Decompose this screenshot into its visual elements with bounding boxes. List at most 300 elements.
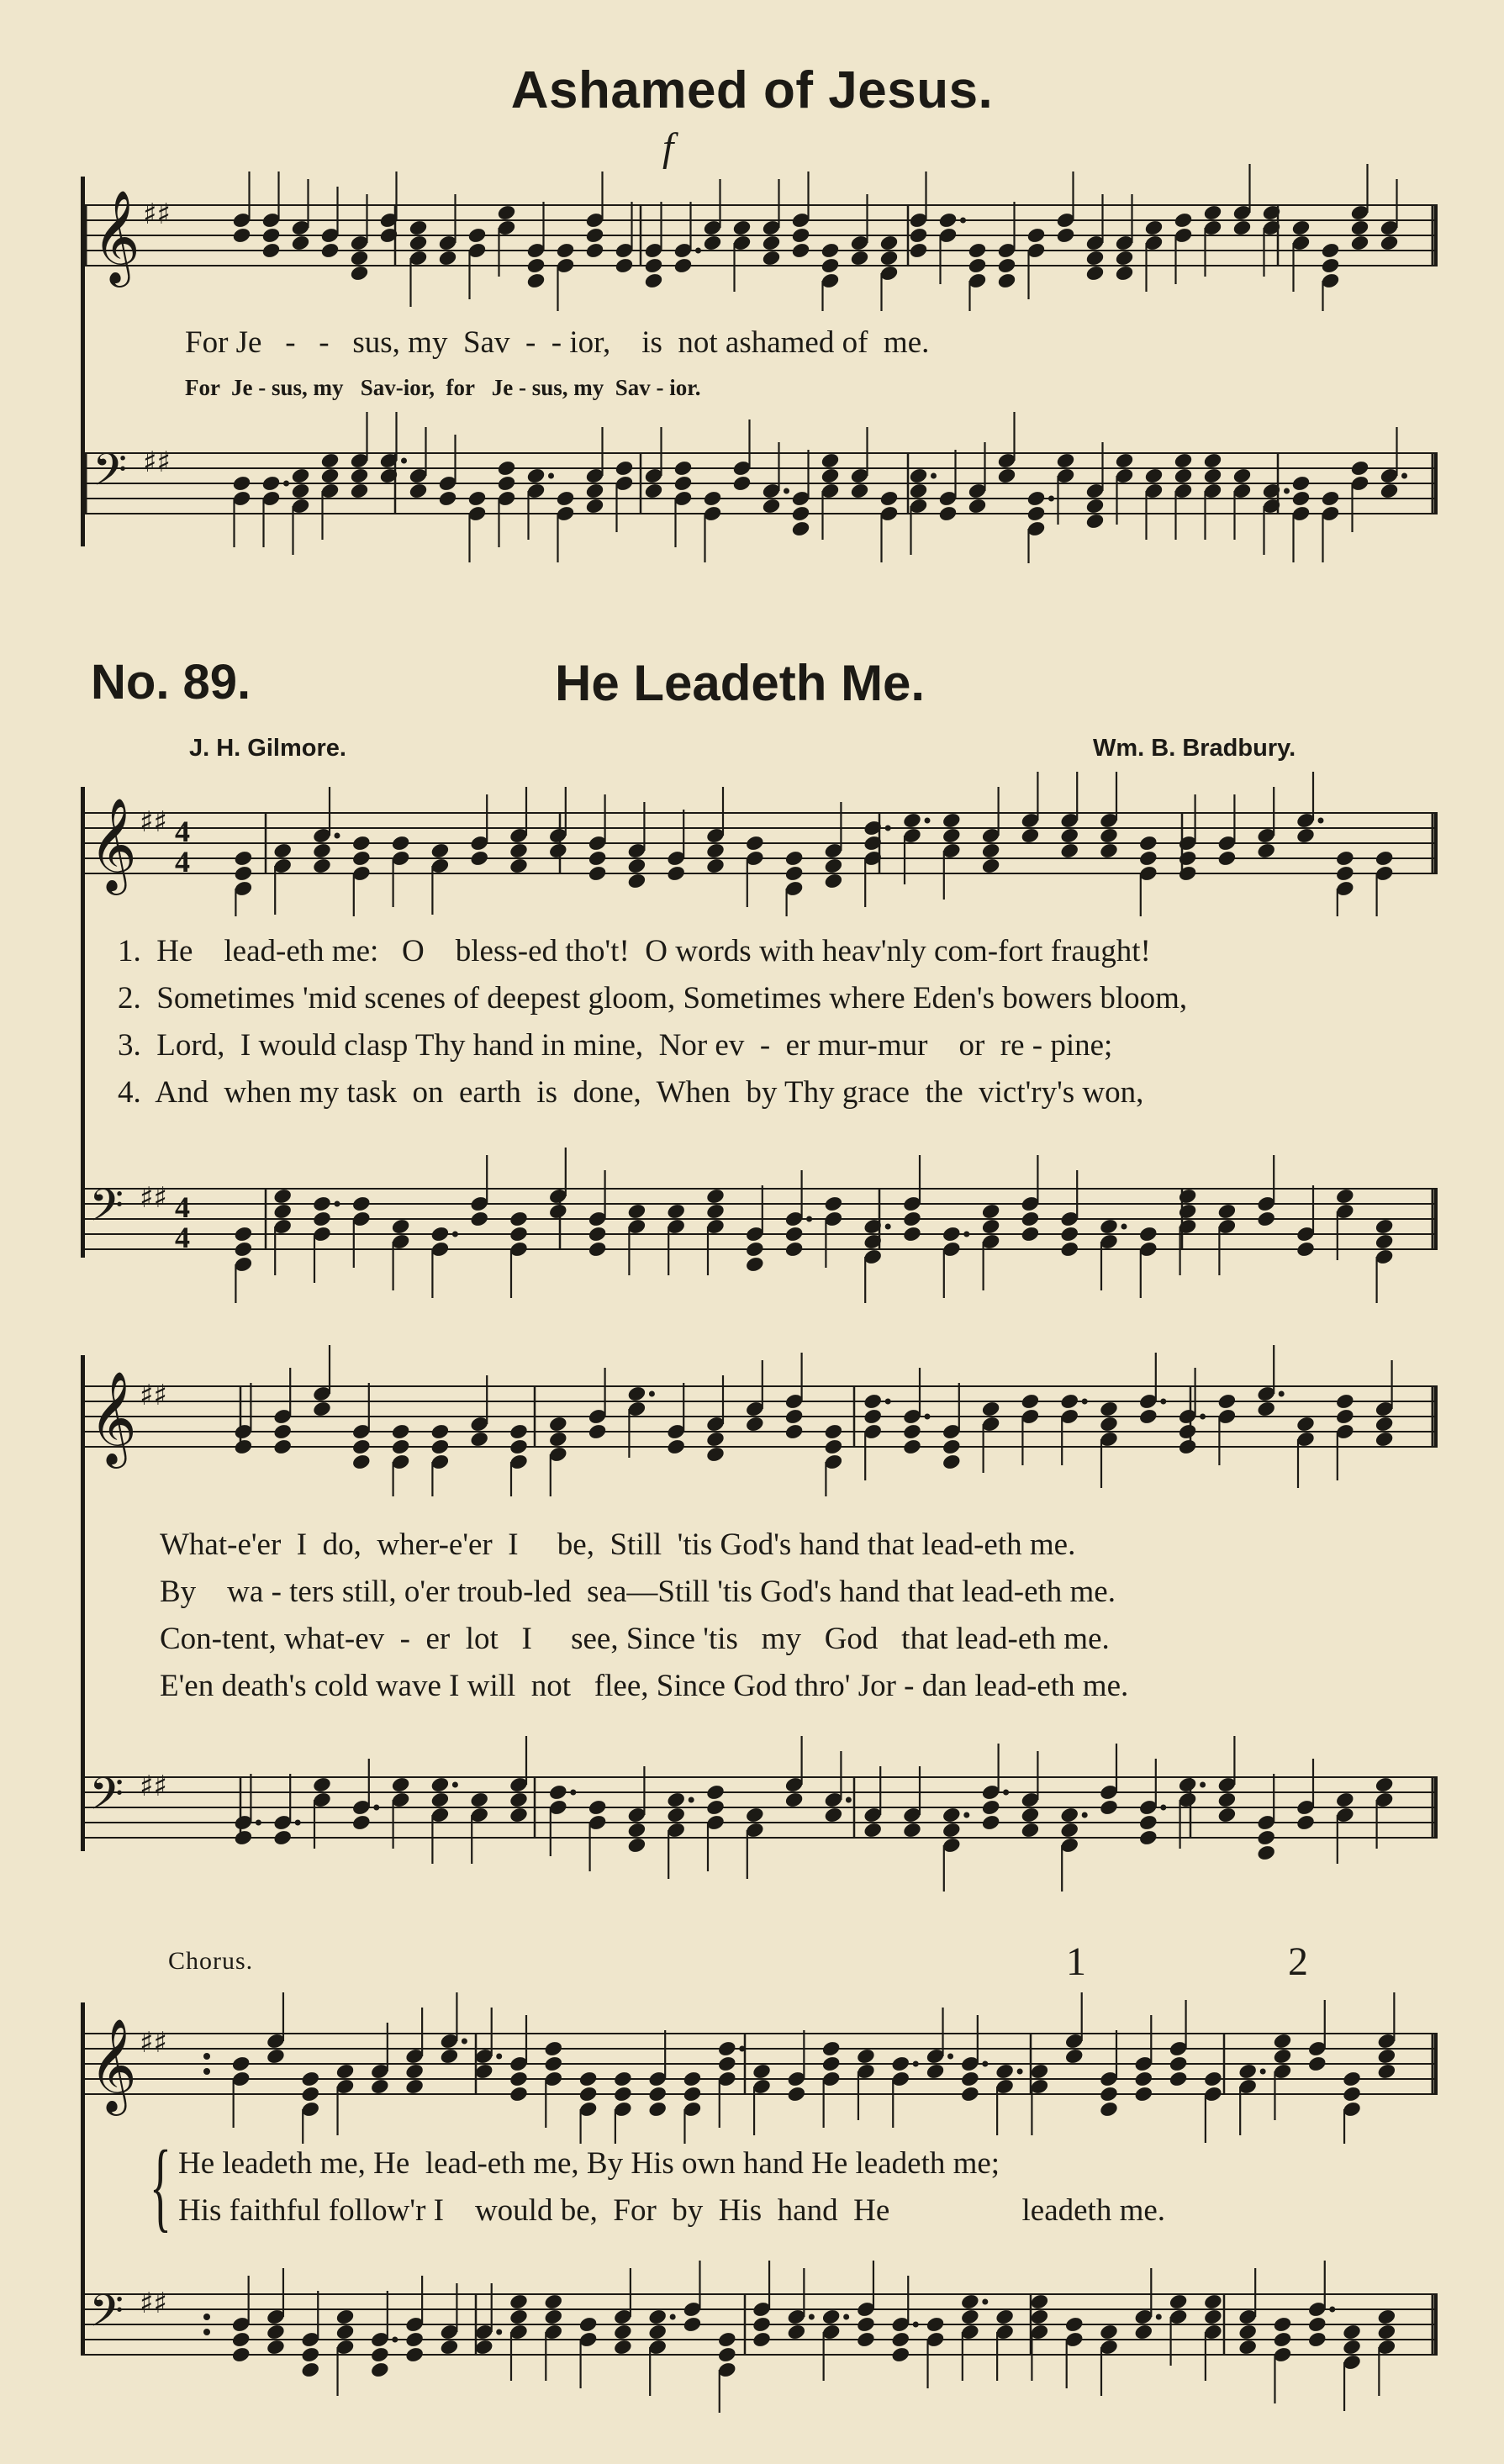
note-head [981, 857, 1001, 874]
repeat-dot [203, 2068, 210, 2075]
note-head [509, 1210, 529, 1227]
note-head [1375, 1775, 1395, 1793]
note-head [543, 2039, 563, 2057]
note-head [752, 2330, 772, 2348]
key-signature-icon: ♯♯ [140, 805, 167, 839]
note-head [960, 2308, 980, 2325]
note-head [902, 1422, 922, 1440]
note-head [942, 1806, 962, 1823]
note-head [717, 2055, 737, 2072]
note-head [233, 1240, 253, 1258]
dot [960, 218, 966, 224]
note-head [1203, 2293, 1223, 2310]
note-head [351, 1813, 372, 1831]
composer-credit: Wm. B. Bradbury. [1093, 735, 1296, 762]
note-head [1055, 451, 1075, 469]
note-head [1059, 1240, 1079, 1258]
note-head [351, 1195, 372, 1212]
note-head [300, 2361, 320, 2378]
note-head [717, 2039, 737, 2057]
note-head [902, 1438, 922, 1455]
note-head [437, 249, 457, 266]
verse-2-line-b: By wa - ters still, o'er troub-led sea—Still 'tis God's hand that lead-eth me. [160, 1575, 1116, 1609]
note-head [548, 1202, 568, 1220]
note-head [647, 2308, 668, 2325]
note-head [745, 1415, 765, 1432]
note-head [1375, 1430, 1395, 1448]
note-head [391, 1438, 411, 1455]
note-head [430, 1225, 450, 1243]
note-head [1232, 219, 1252, 236]
note-head [614, 459, 634, 477]
treble-clef-icon: 𝄞 [89, 797, 137, 891]
dot [548, 473, 554, 479]
note-head [823, 857, 843, 874]
note-head [1376, 2308, 1396, 2325]
note-head [1376, 2323, 1396, 2340]
system-bar-1 [81, 787, 85, 1258]
note-head [525, 256, 546, 274]
note-head [614, 256, 634, 274]
note-head [1020, 826, 1040, 844]
note-head [233, 864, 253, 882]
note-head [705, 1187, 726, 1205]
note-head [1320, 241, 1340, 259]
note-head [467, 489, 487, 507]
note-head [1084, 264, 1105, 282]
dot [963, 1232, 969, 1237]
note-head [626, 1836, 646, 1854]
note-head [1020, 1225, 1040, 1243]
note-head [1379, 482, 1399, 499]
note-head [1138, 849, 1158, 867]
note-head [231, 2345, 251, 2363]
note-head [555, 489, 575, 507]
note-head [584, 497, 604, 514]
note-head [1169, 2070, 1189, 2087]
bass-clef-icon: 𝄢 [92, 445, 128, 507]
note-head [784, 1225, 805, 1243]
note-head [856, 2315, 876, 2333]
note-head [613, 2085, 633, 2103]
dot [913, 2322, 919, 2328]
note-head [786, 2323, 806, 2340]
note-head [469, 849, 489, 867]
verses-part-2 [160, 1522, 1128, 1710]
note-head [335, 2323, 355, 2340]
dot [982, 2061, 988, 2067]
verse-3-line-a: 3. Lord, I would clasp Thy hand in mine, Nor ev - er mur-mur or re - pine; [118, 1028, 1113, 1063]
note-head [272, 842, 293, 859]
note-head [1178, 849, 1198, 867]
note-head [981, 842, 1001, 859]
note-head [784, 1240, 805, 1258]
note-head [272, 1187, 293, 1205]
note-head [823, 1195, 843, 1212]
repeat-dot [203, 2314, 210, 2320]
note-head [1138, 1813, 1158, 1831]
note-head [319, 451, 340, 469]
note-head [902, 1225, 922, 1243]
note-head [1133, 2323, 1153, 2340]
note-head [856, 2047, 876, 2065]
note-head [1232, 467, 1252, 484]
note-head [856, 2330, 876, 2348]
dot [963, 1812, 969, 1818]
note-head [1138, 834, 1158, 852]
note-head [1379, 234, 1399, 251]
chorus-line-2: His faithful follow'r I would be, For by His hand He leadeth me. [178, 2193, 1166, 2228]
note-head [469, 1430, 489, 1448]
previous-hymn-bass-staff [84, 404, 1438, 563]
note-head [509, 1791, 529, 1808]
note-head [578, 2085, 599, 2103]
note-head [1216, 1202, 1237, 1220]
note-head [613, 2323, 633, 2340]
note-head [705, 1430, 726, 1448]
note-head [1349, 459, 1369, 477]
note-head [349, 482, 369, 499]
key-signature-icon: ♯♯ [143, 446, 171, 479]
dot [846, 1797, 852, 1803]
system-bar-3 [81, 2002, 85, 2356]
dot [843, 2314, 849, 2320]
note-head [300, 2085, 320, 2103]
dot [947, 2054, 953, 2060]
note-head [1114, 264, 1134, 282]
note-head [1335, 1407, 1355, 1425]
note-head [548, 1783, 568, 1801]
note-head [1375, 1415, 1395, 1432]
note-head [266, 2323, 286, 2340]
note-head [1307, 2315, 1327, 2333]
note-head [1256, 1828, 1276, 1846]
note-head [312, 1210, 332, 1227]
note-head [647, 2100, 668, 2118]
note-head [717, 2345, 737, 2363]
note-head [404, 2345, 425, 2363]
note-head [981, 1798, 1001, 1816]
chorus-lyrics [178, 2140, 1165, 2234]
note-head [430, 1422, 450, 1440]
note-head [509, 2308, 529, 2325]
note-head [231, 2330, 251, 2348]
note-head [1376, 2047, 1396, 2065]
note-head [1026, 226, 1046, 244]
note-head [408, 234, 428, 251]
note-head [555, 241, 575, 259]
chorus-line-1: He leadeth me, He lead-eth me, By His own hand He leadeth me; [178, 2146, 1000, 2181]
note-head [890, 2345, 910, 2363]
note-head [1375, 1232, 1395, 1250]
note-head [1296, 1415, 1316, 1432]
dot [670, 2314, 676, 2320]
note-head [960, 2085, 980, 2103]
system-1-treble-staff [81, 769, 1438, 916]
note-head [467, 226, 487, 244]
note-head [1026, 489, 1046, 507]
note-head [823, 1422, 843, 1440]
note-head [673, 474, 693, 492]
note-head [1202, 467, 1222, 484]
note-head [584, 241, 604, 259]
verse-4-line-b: E'en death's cold wave I will not flee, Since God thro' Jor - dan lead-eth me. [160, 1669, 1129, 1703]
note-head [902, 1210, 922, 1227]
note-head [823, 1806, 843, 1823]
note-head [312, 842, 332, 859]
key-signature-icon: ♯♯ [140, 2026, 167, 2060]
verses-part-1 [118, 928, 1187, 1116]
dot [452, 1232, 458, 1237]
note-head [1178, 1202, 1198, 1220]
note-head [509, 1806, 529, 1823]
dot [1329, 2307, 1335, 2313]
note-head [1084, 249, 1105, 266]
note-head [666, 1202, 686, 1220]
note-head [1133, 2085, 1153, 2103]
note-head [1138, 1828, 1158, 1846]
note-head [319, 467, 340, 484]
note-head [761, 249, 781, 266]
note-head [666, 1438, 686, 1455]
note-head [404, 2062, 425, 2080]
note-head [1376, 2062, 1396, 2080]
note-head [1203, 2308, 1223, 2325]
note-head [745, 1240, 765, 1258]
note-head [312, 1775, 332, 1793]
note-head [1059, 842, 1079, 859]
note-head [1335, 849, 1355, 867]
note-head [942, 826, 962, 844]
note-head [1055, 226, 1075, 244]
note-head [370, 2077, 390, 2095]
note-head [820, 241, 840, 259]
dot [885, 1224, 891, 1230]
key-signature-icon: ♯♯ [140, 1379, 167, 1412]
verse-1-line-a: 1. He lead-eth me: O bless-ed tho't! O words with heav'nly com-fort fraught! [118, 934, 1151, 968]
dot [649, 1391, 655, 1397]
note-head [1099, 2085, 1119, 2103]
note-head [666, 1806, 686, 1823]
verse-2-line-a: 2. Sometimes 'mid scenes of deepest gloom, Sometimes where Eden's bowers bloom, [118, 981, 1188, 1016]
note-head [1320, 256, 1340, 274]
note-head [1256, 1844, 1276, 1861]
verse-3-line-b: Con-tent, what-ev - er lot I see, Since 'tis my God that lead-eth me. [160, 1622, 1110, 1656]
note-head [925, 2062, 945, 2080]
note-head [960, 2293, 980, 2310]
note-head [439, 2047, 459, 2065]
chorus-bass-staff [81, 2236, 1438, 2413]
note-head [784, 864, 805, 882]
note-head [588, 864, 608, 882]
note-head [588, 1422, 608, 1440]
dot [913, 2061, 919, 2067]
note-head [1216, 1791, 1237, 1808]
note-head [613, 2070, 633, 2087]
dot [1200, 1414, 1206, 1420]
dot [496, 2329, 502, 2335]
note-head [849, 249, 869, 266]
note-head [509, 1438, 529, 1455]
note-head [942, 1438, 962, 1455]
note-head [509, 2070, 529, 2087]
note-head [666, 1791, 686, 1808]
repeat-dot [203, 2329, 210, 2335]
dot [885, 826, 891, 831]
note-head [908, 241, 928, 259]
note-head [673, 459, 693, 477]
note-head [937, 211, 958, 229]
note-head [1084, 497, 1105, 514]
treble-clef-icon: 𝄞 [89, 2018, 137, 2112]
note-head [351, 834, 372, 852]
note-head [647, 2323, 668, 2340]
note-head [261, 241, 281, 259]
verse-1-line-b: What-e'er I do, wher-e'er I be, Still 'tis God's hand that lead-eth me. [160, 1527, 1076, 1562]
note-head [1296, 1240, 1316, 1258]
key-signature-icon: ♯♯ [140, 1181, 167, 1215]
dot [809, 2314, 815, 2320]
note-head [705, 842, 726, 859]
note-head [879, 489, 899, 507]
note-head [1059, 826, 1079, 844]
note-head [673, 256, 693, 274]
note-head [1290, 489, 1311, 507]
note-head [588, 1225, 608, 1243]
note-head [1178, 1438, 1198, 1455]
note-head [821, 2055, 842, 2072]
note-head [643, 272, 663, 289]
note-head [902, 1821, 922, 1839]
treble-clef-icon: 𝄞 [92, 189, 140, 283]
note-head [543, 2293, 563, 2310]
note-head [1099, 1400, 1119, 1417]
note-head [525, 272, 546, 289]
note-head [1059, 1225, 1079, 1243]
note-head [745, 834, 765, 852]
first-ending-number: 1 [1066, 1939, 1086, 1984]
note-head [821, 2039, 842, 2057]
note-head [584, 482, 604, 499]
note-head [981, 1813, 1001, 1831]
previous-hymn-lyric-line-2: For Je - sus, my Sav-ior, for Je - sus, my Sav - ior. [185, 375, 701, 400]
note-head [290, 234, 310, 251]
note-head [272, 1202, 293, 1220]
note-head [335, 2062, 355, 2080]
dot [1160, 1805, 1166, 1811]
note-head [823, 1438, 843, 1455]
note-head [1099, 2100, 1119, 2118]
note-head [752, 2315, 772, 2333]
note-head [408, 219, 428, 236]
note-head [543, 2055, 563, 2072]
note-head [666, 864, 686, 882]
note-head [1114, 451, 1134, 469]
note-head [786, 2085, 806, 2103]
note-head [1099, 2323, 1119, 2340]
dot [806, 1216, 812, 1222]
note-head [469, 1791, 489, 1808]
note-head [496, 474, 516, 492]
note-head [391, 834, 411, 852]
dot [335, 1201, 340, 1207]
note-head [1307, 2330, 1327, 2348]
note-head [626, 872, 646, 889]
note-head [351, 1438, 372, 1455]
note-head [705, 1202, 726, 1220]
note-head [1173, 451, 1193, 469]
bass-clef-icon: 𝄢 [89, 1180, 124, 1243]
note-head [588, 849, 608, 867]
note-head [404, 2077, 425, 2095]
note-head [1290, 219, 1311, 236]
note-head [509, 1225, 529, 1243]
note-head [1099, 1415, 1119, 1432]
note-head [1272, 2315, 1292, 2333]
note-head [745, 1806, 765, 1823]
note-head [290, 467, 310, 484]
treble-clef-icon: 𝄞 [89, 1370, 137, 1464]
note-head [1064, 2315, 1084, 2333]
note-head [509, 842, 529, 859]
note-head [960, 2070, 980, 2087]
note-head [682, 2085, 702, 2103]
note-head [996, 467, 1016, 484]
time-signature-bottom: 4 [175, 845, 190, 878]
note-head [1178, 864, 1198, 882]
note-head [981, 1400, 1001, 1417]
note-head [702, 234, 722, 251]
note-head [1029, 2293, 1049, 2310]
note-head [1084, 512, 1105, 530]
note-head [731, 474, 752, 492]
chorus-label: Chorus. [168, 1947, 254, 1975]
note-head [1203, 2070, 1223, 2087]
note-head [335, 2308, 355, 2325]
dot [496, 2054, 502, 2060]
dot [1318, 818, 1324, 824]
note-head [643, 256, 663, 274]
dot [1003, 1790, 1009, 1796]
note-head [908, 226, 928, 244]
note-head [1216, 849, 1237, 867]
note-head [613, 2338, 633, 2356]
note-head [430, 842, 450, 859]
dot [1279, 1391, 1285, 1397]
author-credit: J. H. Gilmore. [189, 735, 346, 762]
note-head [937, 504, 958, 522]
dot [335, 833, 340, 839]
hymn-number: No. 89. [91, 655, 251, 710]
note-head [1238, 2323, 1258, 2340]
note-head [272, 1438, 293, 1455]
note-head [682, 2315, 702, 2333]
dot [1082, 1812, 1088, 1818]
note-head [1335, 1392, 1355, 1410]
dot [1200, 1782, 1206, 1788]
note-head [370, 2345, 390, 2363]
note-head [233, 1225, 253, 1243]
note-head [790, 504, 810, 522]
repeat-dot [203, 2053, 210, 2060]
note-head [351, 1453, 372, 1470]
note-head [1173, 211, 1193, 229]
note-head [731, 219, 752, 236]
note-head [266, 2047, 286, 2065]
note-head [1138, 1407, 1158, 1425]
note-head [626, 1202, 646, 1220]
dot [373, 1805, 379, 1811]
